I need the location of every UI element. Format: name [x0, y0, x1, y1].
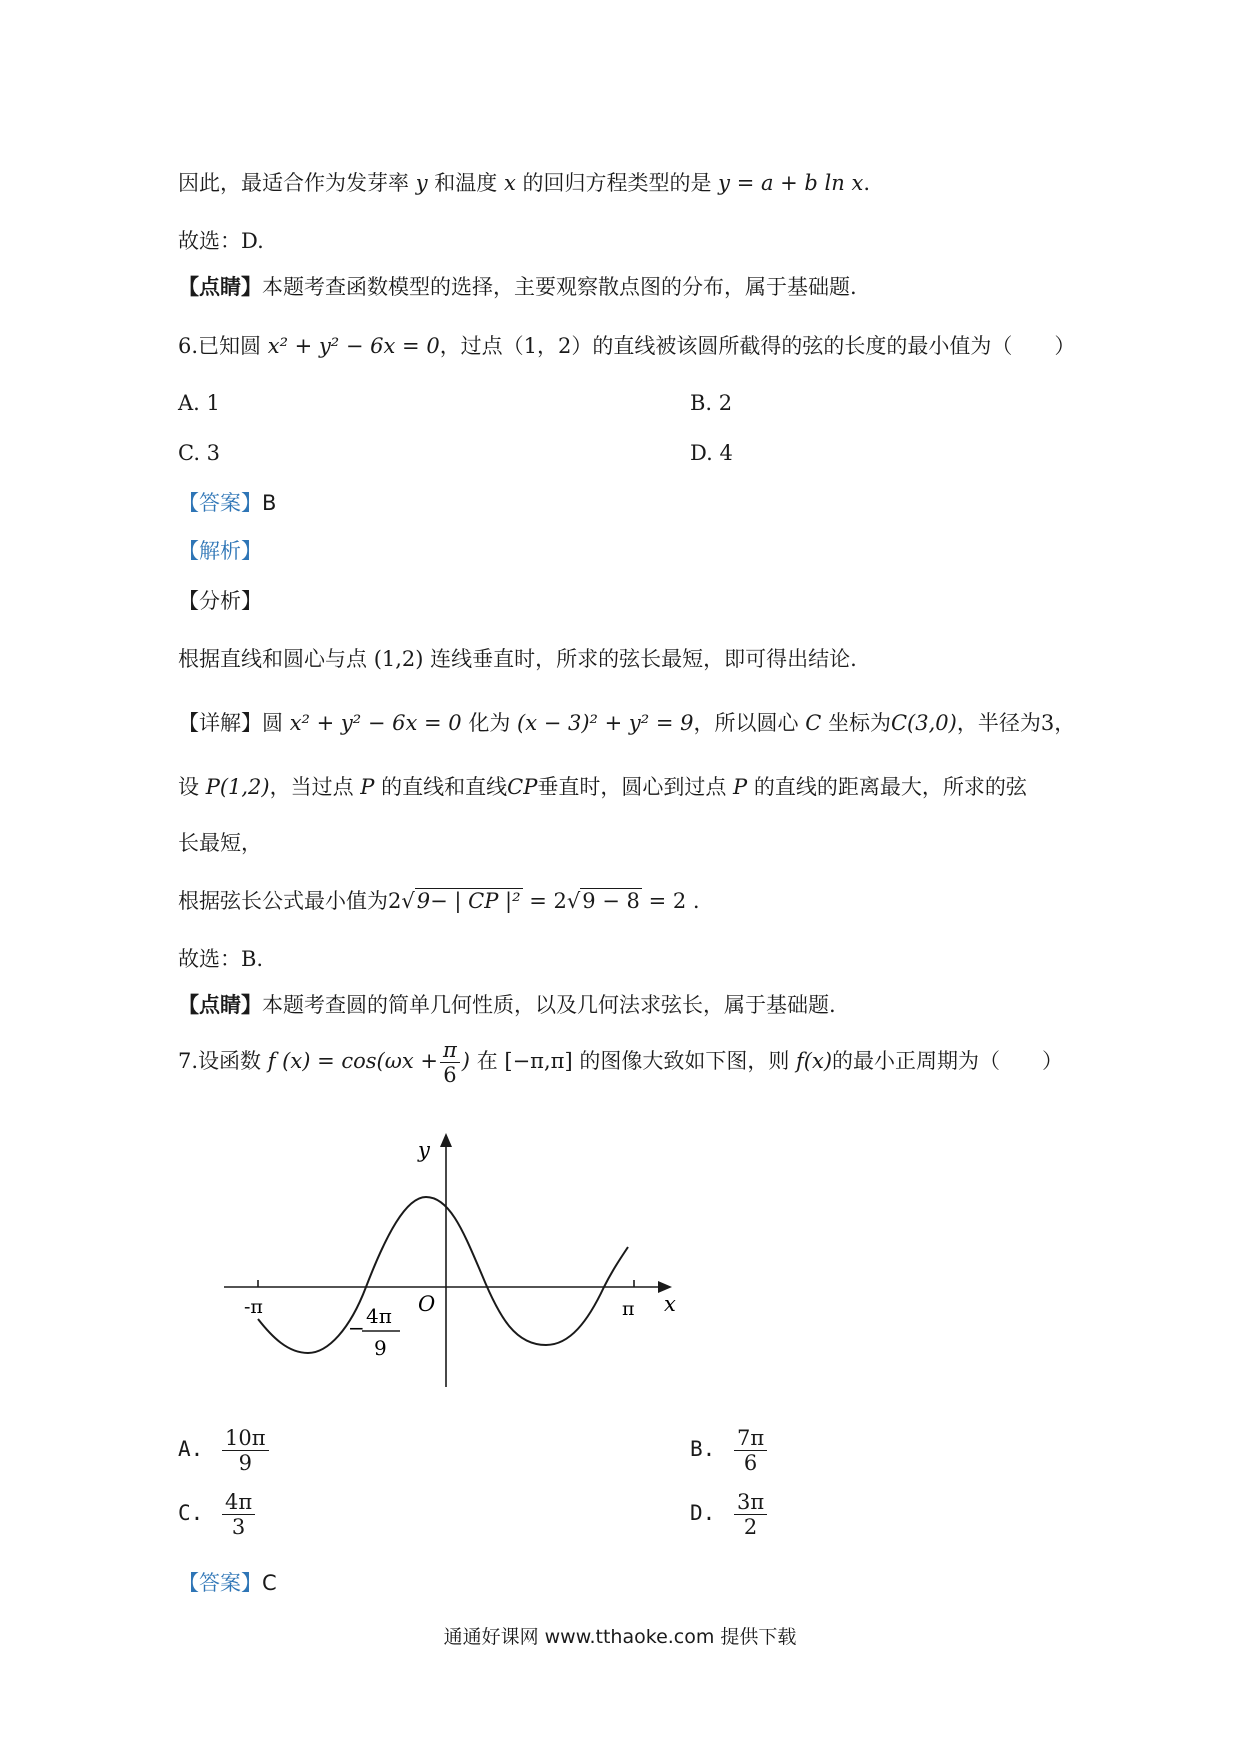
option-fraction: [734, 1426, 767, 1475]
math-p: P: [360, 775, 375, 799]
answer-line: [178, 488, 276, 518]
x-label: x: [664, 1292, 676, 1316]
math-y: y: [415, 171, 428, 195]
text: 在: [476, 1049, 498, 1073]
option-letter: C.: [178, 1501, 204, 1525]
text: ，所以圆心: [693, 711, 799, 735]
text: 的直线的距离最大，所求的弦: [753, 775, 1027, 799]
text: ，当过点: [269, 775, 354, 799]
option-fraction: [222, 1490, 255, 1539]
coef: 2: [388, 889, 402, 913]
text: 的图像大致如下图，则: [579, 1049, 790, 1073]
detail-line-2: [178, 772, 1027, 802]
detail-line-4: 根据弦长公式最小值为2√9− | CP |² = 2√9 − 8 = 2 .: [178, 889, 700, 913]
fx: f(x): [796, 1049, 833, 1073]
text: 的最小正周期为（ ）: [832, 1049, 1064, 1073]
y-axis-arrow: [440, 1133, 452, 1147]
numerator: π: [440, 1038, 460, 1063]
center-coord: C(3,0): [890, 711, 957, 735]
y-label: y: [418, 1138, 430, 1162]
dianjing-line: [178, 272, 857, 302]
text: .: [692, 889, 700, 913]
equation: x² + y² − 6x = 0: [289, 711, 462, 735]
option-a: A. 1: [178, 391, 220, 415]
detail-line-3: 长最短，: [178, 831, 262, 855]
dianjing-tag: 【点睛】: [178, 274, 262, 299]
option-a: [178, 1426, 271, 1475]
math-c: C: [805, 711, 822, 735]
option-c: [178, 1490, 257, 1539]
text: 根据直线和圆心与点: [178, 647, 367, 671]
tick-numerator: 4π: [366, 1304, 392, 1328]
point: (1,2): [373, 647, 424, 671]
cosine-graph: [210, 1125, 690, 1395]
math-cp: CP: [507, 775, 538, 799]
function-expr: f (x) = cos(ωx +: [267, 1049, 438, 1073]
text: 本题考查函数模型的选择，主要观察散点图的分布，属于基础题.: [262, 275, 857, 299]
dianjing-tag: 【点睛】: [178, 992, 262, 1017]
text: 的回归方程类型的是: [522, 171, 712, 195]
text: 本题考查圆的简单几何性质，以及几何法求弦长，属于基础题.: [262, 993, 836, 1017]
question-text: ，过点（1，2）的直线被该圆所截得的弦的长度的最小值为（ ）: [439, 334, 1076, 358]
text: 因此，最适合作为发芽率: [178, 171, 409, 195]
result: = 2: [648, 889, 687, 913]
detail-tag: 【详解】: [178, 711, 262, 735]
circle-equation: x² + y² − 6x = 0: [267, 334, 440, 358]
text: 和温度: [434, 171, 498, 195]
numerator: 4π: [222, 1490, 255, 1515]
jiexi-tag: 【解析】: [178, 539, 262, 563]
question-7: [178, 1035, 1063, 1087]
equation: (x − 3)² + y² = 9: [517, 711, 694, 735]
option-b: B. 2: [690, 391, 733, 415]
option-d: [690, 1490, 769, 1539]
denominator: 6: [743, 1451, 758, 1475]
footer: 通通好课网 www.tthaoke.com 提供下载: [443, 1626, 797, 1648]
fraction: [440, 1038, 460, 1087]
interval: [−π,π]: [504, 1049, 573, 1073]
numerator: 7π: [734, 1426, 767, 1451]
text: ，半径为: [956, 711, 1041, 735]
numerator: 3π: [734, 1490, 767, 1515]
tick-denominator: 9: [374, 1336, 387, 1360]
denominator: 3: [231, 1515, 246, 1539]
answer-value: C: [262, 1571, 277, 1595]
question-number: 6.已知圆: [178, 334, 262, 358]
answer-tag: 【答案】: [178, 491, 262, 515]
analysis-line: [178, 644, 857, 674]
text: 垂直时，圆心到过点: [537, 775, 727, 799]
neg-pi-label: -π: [244, 1296, 263, 1318]
equals: = 2: [529, 889, 567, 913]
pi-label: π: [622, 1298, 635, 1320]
option-d: D. 4: [690, 441, 733, 465]
denominator: 2: [743, 1515, 758, 1539]
detail-line-1: [178, 708, 1075, 738]
text: 坐标为: [827, 711, 891, 735]
math-x: x: [503, 171, 516, 195]
sqrt-expr: 9− | CP |²: [416, 889, 521, 913]
text: 根据弦长公式最小值为: [178, 889, 388, 913]
fenxi-tag: 【分析】: [178, 589, 262, 613]
paren: ): [461, 1049, 470, 1073]
answer-line: [178, 1568, 277, 1598]
dianjing-line: [178, 990, 836, 1020]
radius: 3: [1040, 711, 1055, 735]
option-letter: D.: [690, 1501, 716, 1525]
option-letter: B.: [690, 1437, 716, 1461]
tick-sign: −: [348, 1316, 365, 1340]
text: 连线垂直时，所求的弦长最短，即可得出结论.: [430, 647, 857, 671]
conclusion-line: [178, 168, 870, 198]
text: 化为: [468, 711, 511, 735]
text: 设: [178, 775, 199, 799]
text: 的直线和直线: [381, 775, 508, 799]
choice-line: 故选：B.: [178, 947, 264, 971]
regression-formula: y = a + b ln x: [718, 171, 864, 195]
option-fraction: [222, 1426, 269, 1475]
question-6: [178, 331, 1075, 361]
denominator: 6: [443, 1063, 457, 1087]
question-number: 7.设函数: [178, 1049, 262, 1073]
option-fraction: [734, 1490, 767, 1539]
choice-line: 故选：D.: [178, 229, 264, 253]
answer-tag: 【答案】: [178, 1571, 262, 1595]
sqrt-expr: 9 − 8: [582, 889, 640, 913]
numerator: 10π: [222, 1426, 269, 1451]
answer-value: B: [262, 491, 277, 515]
text: .: [863, 171, 870, 195]
point-p: P(1,2): [205, 775, 270, 799]
text: 圆: [262, 711, 283, 735]
option-c: C. 3: [178, 441, 221, 465]
math-p: P: [733, 775, 748, 799]
cosine-curve: [258, 1197, 628, 1353]
text: ，: [1054, 711, 1076, 735]
option-letter: A.: [178, 1437, 204, 1461]
denominator: 9: [238, 1451, 252, 1475]
origin-label: O: [418, 1292, 436, 1316]
option-b: [690, 1426, 769, 1475]
